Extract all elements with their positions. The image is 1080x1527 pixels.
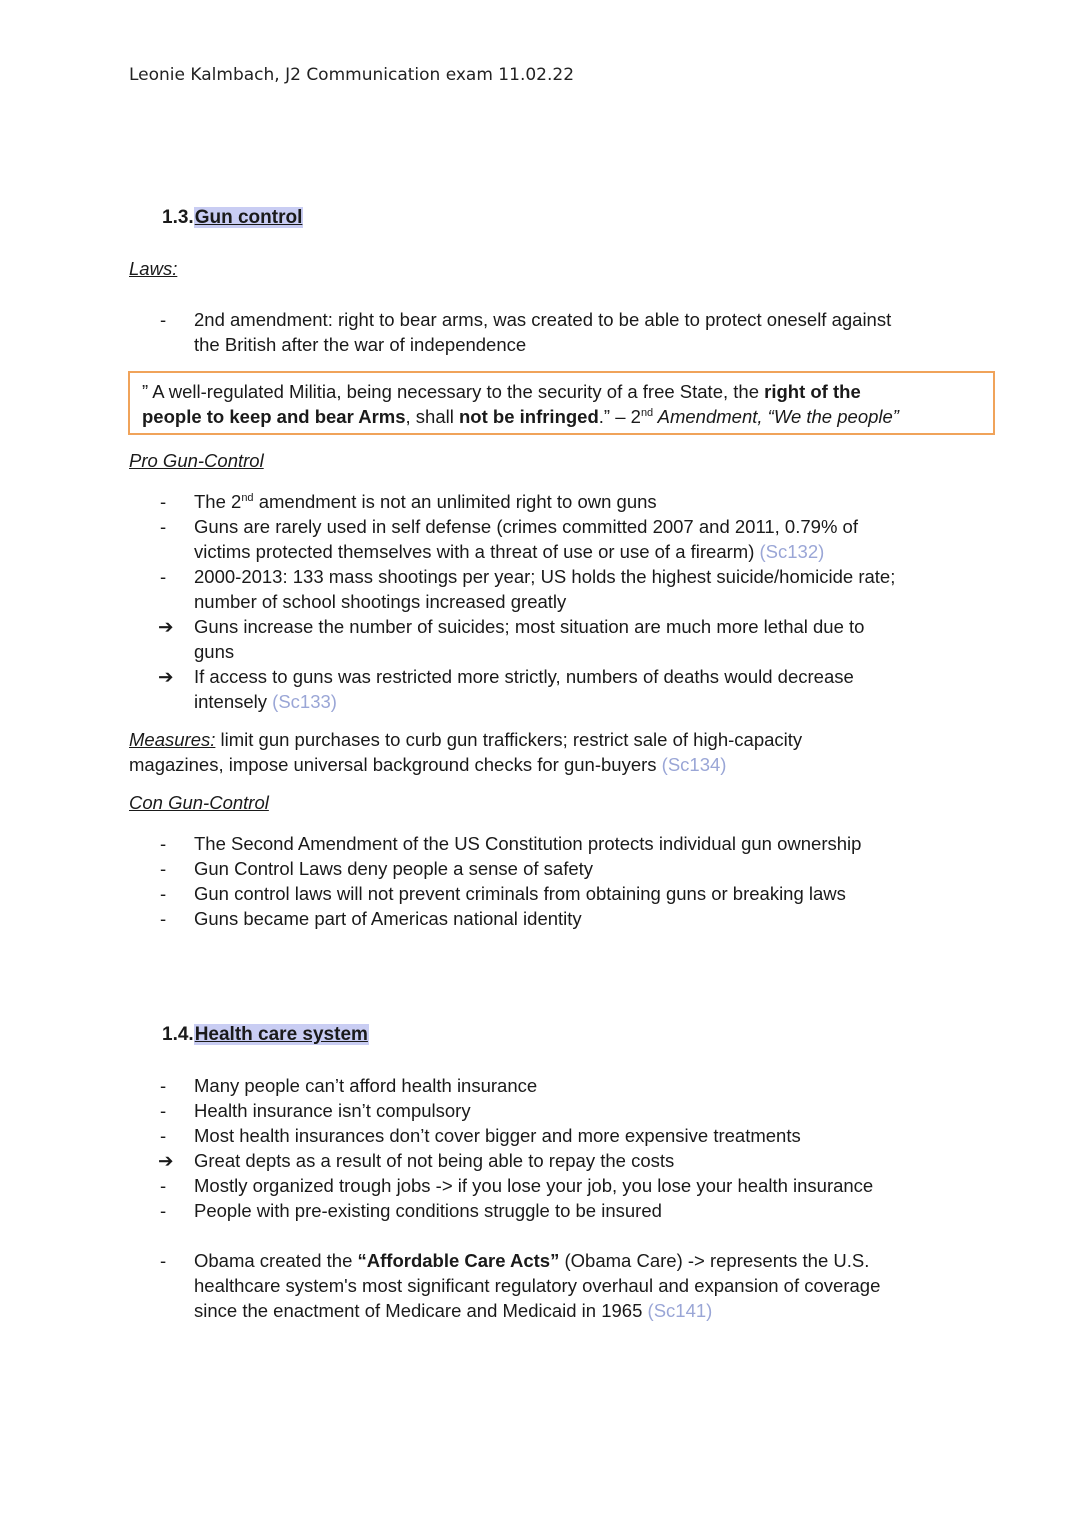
- arrow-bullet-icon: ➔: [158, 1150, 174, 1171]
- dash-bullet: -: [160, 1100, 167, 1121]
- dash-bullet: -: [160, 833, 167, 854]
- dash-bullet: -: [160, 566, 167, 587]
- source-reference: (Sc133): [272, 691, 337, 712]
- list-item: ➔ Great depts as a result of not being able to repay the costs: [158, 1150, 675, 1171]
- dash-bullet: -: [160, 1250, 167, 1271]
- page-header: Leonie Kalmbach, J2 Communication exam 11.02.22: [129, 65, 575, 85]
- list-item: - Many people can’t afford health insurance: [160, 1075, 538, 1096]
- dash-bullet: -: [160, 908, 167, 929]
- list-item: - Mostly organized trough jobs -> if you lose your job, you lose your health insurance: [160, 1175, 874, 1196]
- measures-paragraph: Measures: limit gun purchases to curb gun traffickers; restrict sale of high-capacity magazines, impose universal background checks for gun-buyers (Sc134): [129, 729, 803, 775]
- list-item: - The Second Amendment of the US Constitution protects individual gun ownership: [160, 833, 862, 854]
- list-item-continuation: the British after the war of independence: [194, 334, 527, 355]
- list-item: - Health insurance isn’t compulsory: [160, 1100, 471, 1121]
- list-item-continuation: since the enactment of Medicare and Medicaid in 1965 (Sc141): [194, 1300, 713, 1321]
- section-heading-health-care: [162, 1024, 369, 1046]
- pro-gun-control-label: Pro Gun-Control: [129, 450, 264, 471]
- dash-bullet: -: [160, 516, 167, 537]
- list-item-continuation: intensely (Sc133): [194, 691, 337, 712]
- pro-gun-control-list: [158, 489, 954, 714]
- source-reference: (Sc141): [647, 1300, 713, 1321]
- laws-list: [158, 307, 954, 357]
- list-item: - Most health insurances don’t cover bigger and more expensive treatments: [160, 1125, 801, 1146]
- dash-bullet: -: [160, 309, 167, 330]
- laws-label: Laws:: [129, 258, 178, 279]
- section-title: Gun control: [194, 207, 303, 228]
- health-care-list: [158, 1073, 954, 1223]
- list-item: ➔ Guns increase the number of suicides; most situation are much more lethal due to: [158, 616, 865, 637]
- source-reference: (Sc134): [661, 754, 727, 775]
- list-item: ➔ If access to guns was restricted more strictly, numbers of deaths would decrease: [158, 666, 854, 687]
- section-number: 1.4.: [162, 1024, 194, 1045]
- con-gun-control-list: [158, 831, 954, 931]
- con-gun-control-label: Con Gun-Control: [129, 792, 269, 813]
- arrow-bullet-icon: ➔: [158, 666, 174, 687]
- list-item-continuation: victims protected themselves with a threat of use or use of a firearm) (Sc132): [194, 541, 825, 562]
- section-title: Health care system: [194, 1024, 368, 1045]
- list-item: - Gun control laws will not prevent criminals from obtaining guns or breaking laws: [160, 883, 846, 904]
- list-item-continuation: guns: [194, 641, 235, 662]
- dash-bullet: -: [160, 1200, 167, 1221]
- list-item: - 2000-2013: 133 mass shootings per year; US holds the highest suicide/homicide rate;: [160, 566, 896, 587]
- section-heading-gun-control: [162, 207, 303, 229]
- dash-bullet: -: [160, 1175, 167, 1196]
- obama-care-list: [158, 1248, 954, 1323]
- dash-bullet: -: [160, 858, 167, 879]
- list-item: - 2nd amendment: right to bear arms, was created to be able to protect oneself against: [160, 309, 892, 330]
- list-item: - Obama created the “Affordable Care Acts” (Obama Care) -> represents the U.S.: [160, 1250, 870, 1271]
- source-reference: (Sc132): [759, 541, 825, 562]
- list-item-continuation: number of school shootings increased greatly: [194, 591, 567, 612]
- list-item: - Guns became part of Americas national identity: [160, 908, 582, 929]
- dash-bullet: -: [160, 491, 167, 512]
- measures-label: Measures:: [129, 729, 216, 750]
- arrow-bullet-icon: ➔: [158, 616, 174, 637]
- list-item: - The 2nd amendment is not an unlimited right to own guns: [160, 491, 657, 512]
- list-item: - Gun Control Laws deny people a sense of safety: [160, 858, 594, 879]
- dash-bullet: -: [160, 883, 167, 904]
- dash-bullet: -: [160, 1075, 167, 1096]
- list-item-continuation: healthcare system's most significant regulatory overhaul and expansion of coverage: [194, 1275, 881, 1296]
- dash-bullet: -: [160, 1125, 167, 1146]
- amendment-quote-box: ” A well-regulated Militia, being necessary to the security of a free State, the right of the people to keep and bear Arms, shall not be infringed.” – 2nd Amendment, “We the people”: [128, 371, 995, 435]
- section-number: 1.3.: [162, 207, 194, 228]
- list-item: - Guns are rarely used in self defense (crimes committed 2007 and 2011, 0.79% of: [160, 516, 858, 537]
- list-item: - People with pre-existing conditions struggle to be insured: [160, 1200, 662, 1221]
